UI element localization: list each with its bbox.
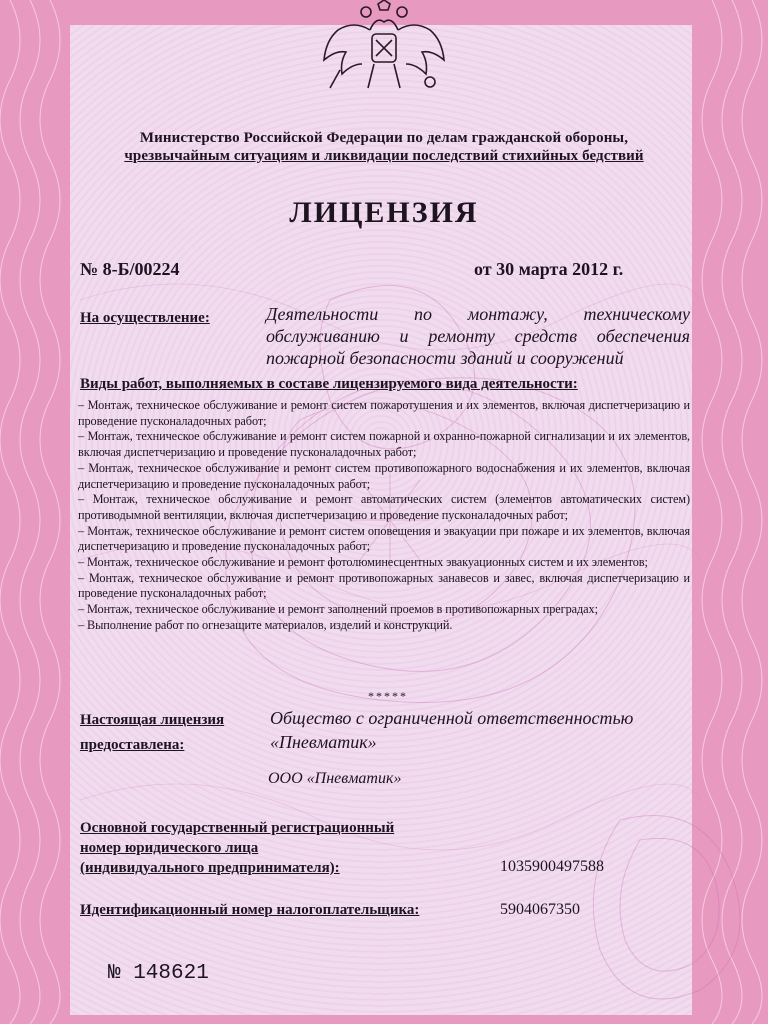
work-item: – Выполнение работ по огнезащите материалов, изделий и конструкций. [78, 617, 453, 632]
activity-line-2: обслуживанию и ремонту средств обеспечения [266, 326, 690, 346]
document-title: ЛИЦЕНЗИЯ [289, 196, 479, 229]
inn-value: 5904067350 [500, 901, 580, 918]
activity-line-3: пожарной безопасности зданий и сооружений [266, 348, 624, 368]
work-item: – Монтаж, техническое обслуживание и ремонт противопожарных занавесов и завес, включая диспетчеризацию и проведение пусконаладочных работ; [78, 570, 690, 601]
licensee-label-line2: предоставлена: [80, 737, 185, 753]
ministry-name-line1: Министерство Российской Федерации по делам гражданской обороны, [139, 130, 629, 146]
license-number: № 8-Б/00224 [80, 259, 180, 279]
works-list [78, 398, 690, 634]
section-separator: ***** [368, 689, 408, 703]
issue-date: от 30 марта 2012 г. [474, 259, 624, 279]
activity-label: На осуществление: [80, 310, 210, 326]
work-item: – Монтаж, техническое обслуживание и ремонт фотолюминесцентных эвакуационных систем и их элементов; [78, 555, 648, 570]
ministry-name-line2: чрезвычайным ситуациям и ликвидации последствий стихийных бедствий [124, 148, 644, 164]
licensee-name-line1: Общество с ограниченной ответственностью [270, 708, 634, 728]
work-item: – Монтаж, техническое обслуживание и ремонт систем пожаротушения и их элементов, включая диспетчеризацию и проведение пусконаладочных работ; [78, 398, 690, 428]
work-item: – Монтаж, техническое обслуживание и ремонт автоматических систем (элементов автоматических систем) противодымной вентиляции, включая диспетчеризацию и проведение пусконаладочных работ; [78, 492, 690, 522]
ogrn-label-line3: (индивидуального предпринимателя): [80, 860, 340, 876]
work-item: – Монтаж, техническое обслуживание и ремонт систем оповещения и эвакуации при пожаре и их элементов, включая диспетчеризацию и проведение пусконаладочных работ; [78, 523, 690, 554]
inn-label: Идентификационный номер налогоплательщика: [80, 902, 420, 918]
works-heading: Виды работ, выполняемых в составе лицензируемого вида деятельности: [80, 376, 578, 392]
ogrn-label-line1: Основной государственный регистрационный [80, 820, 395, 836]
state-emblem-icon [318, 0, 450, 92]
ogrn-value: 1035900497588 [500, 858, 604, 875]
work-item: – Монтаж, техническое обслуживание и ремонт заполнений проемов в противопожарных преградах; [78, 602, 598, 617]
ogrn-label-line2: номер юридического лица [80, 840, 259, 856]
work-item: – Монтаж, техническое обслуживание и ремонт систем противопожарного водоснабжения и их элементов, включая диспетчеризацию и проведение пусконаладочных работ; [78, 460, 690, 491]
licensee-label-line1: Настоящая лицензия [80, 712, 225, 728]
activity-line-1: Деятельности по монтажу, техническому [266, 304, 690, 324]
licensee-name-line2: «Пневматик» [270, 732, 377, 752]
licensee-short-name: ООО «Пневматик» [268, 770, 402, 787]
work-item: – Монтаж, техническое обслуживание и ремонт систем пожарной и охранно-пожарной сигнализации и их элементов, включая диспетчеризацию и проведение пусконаладочных работ; [78, 429, 690, 460]
blank-serial-number: № 148621 [108, 962, 209, 985]
